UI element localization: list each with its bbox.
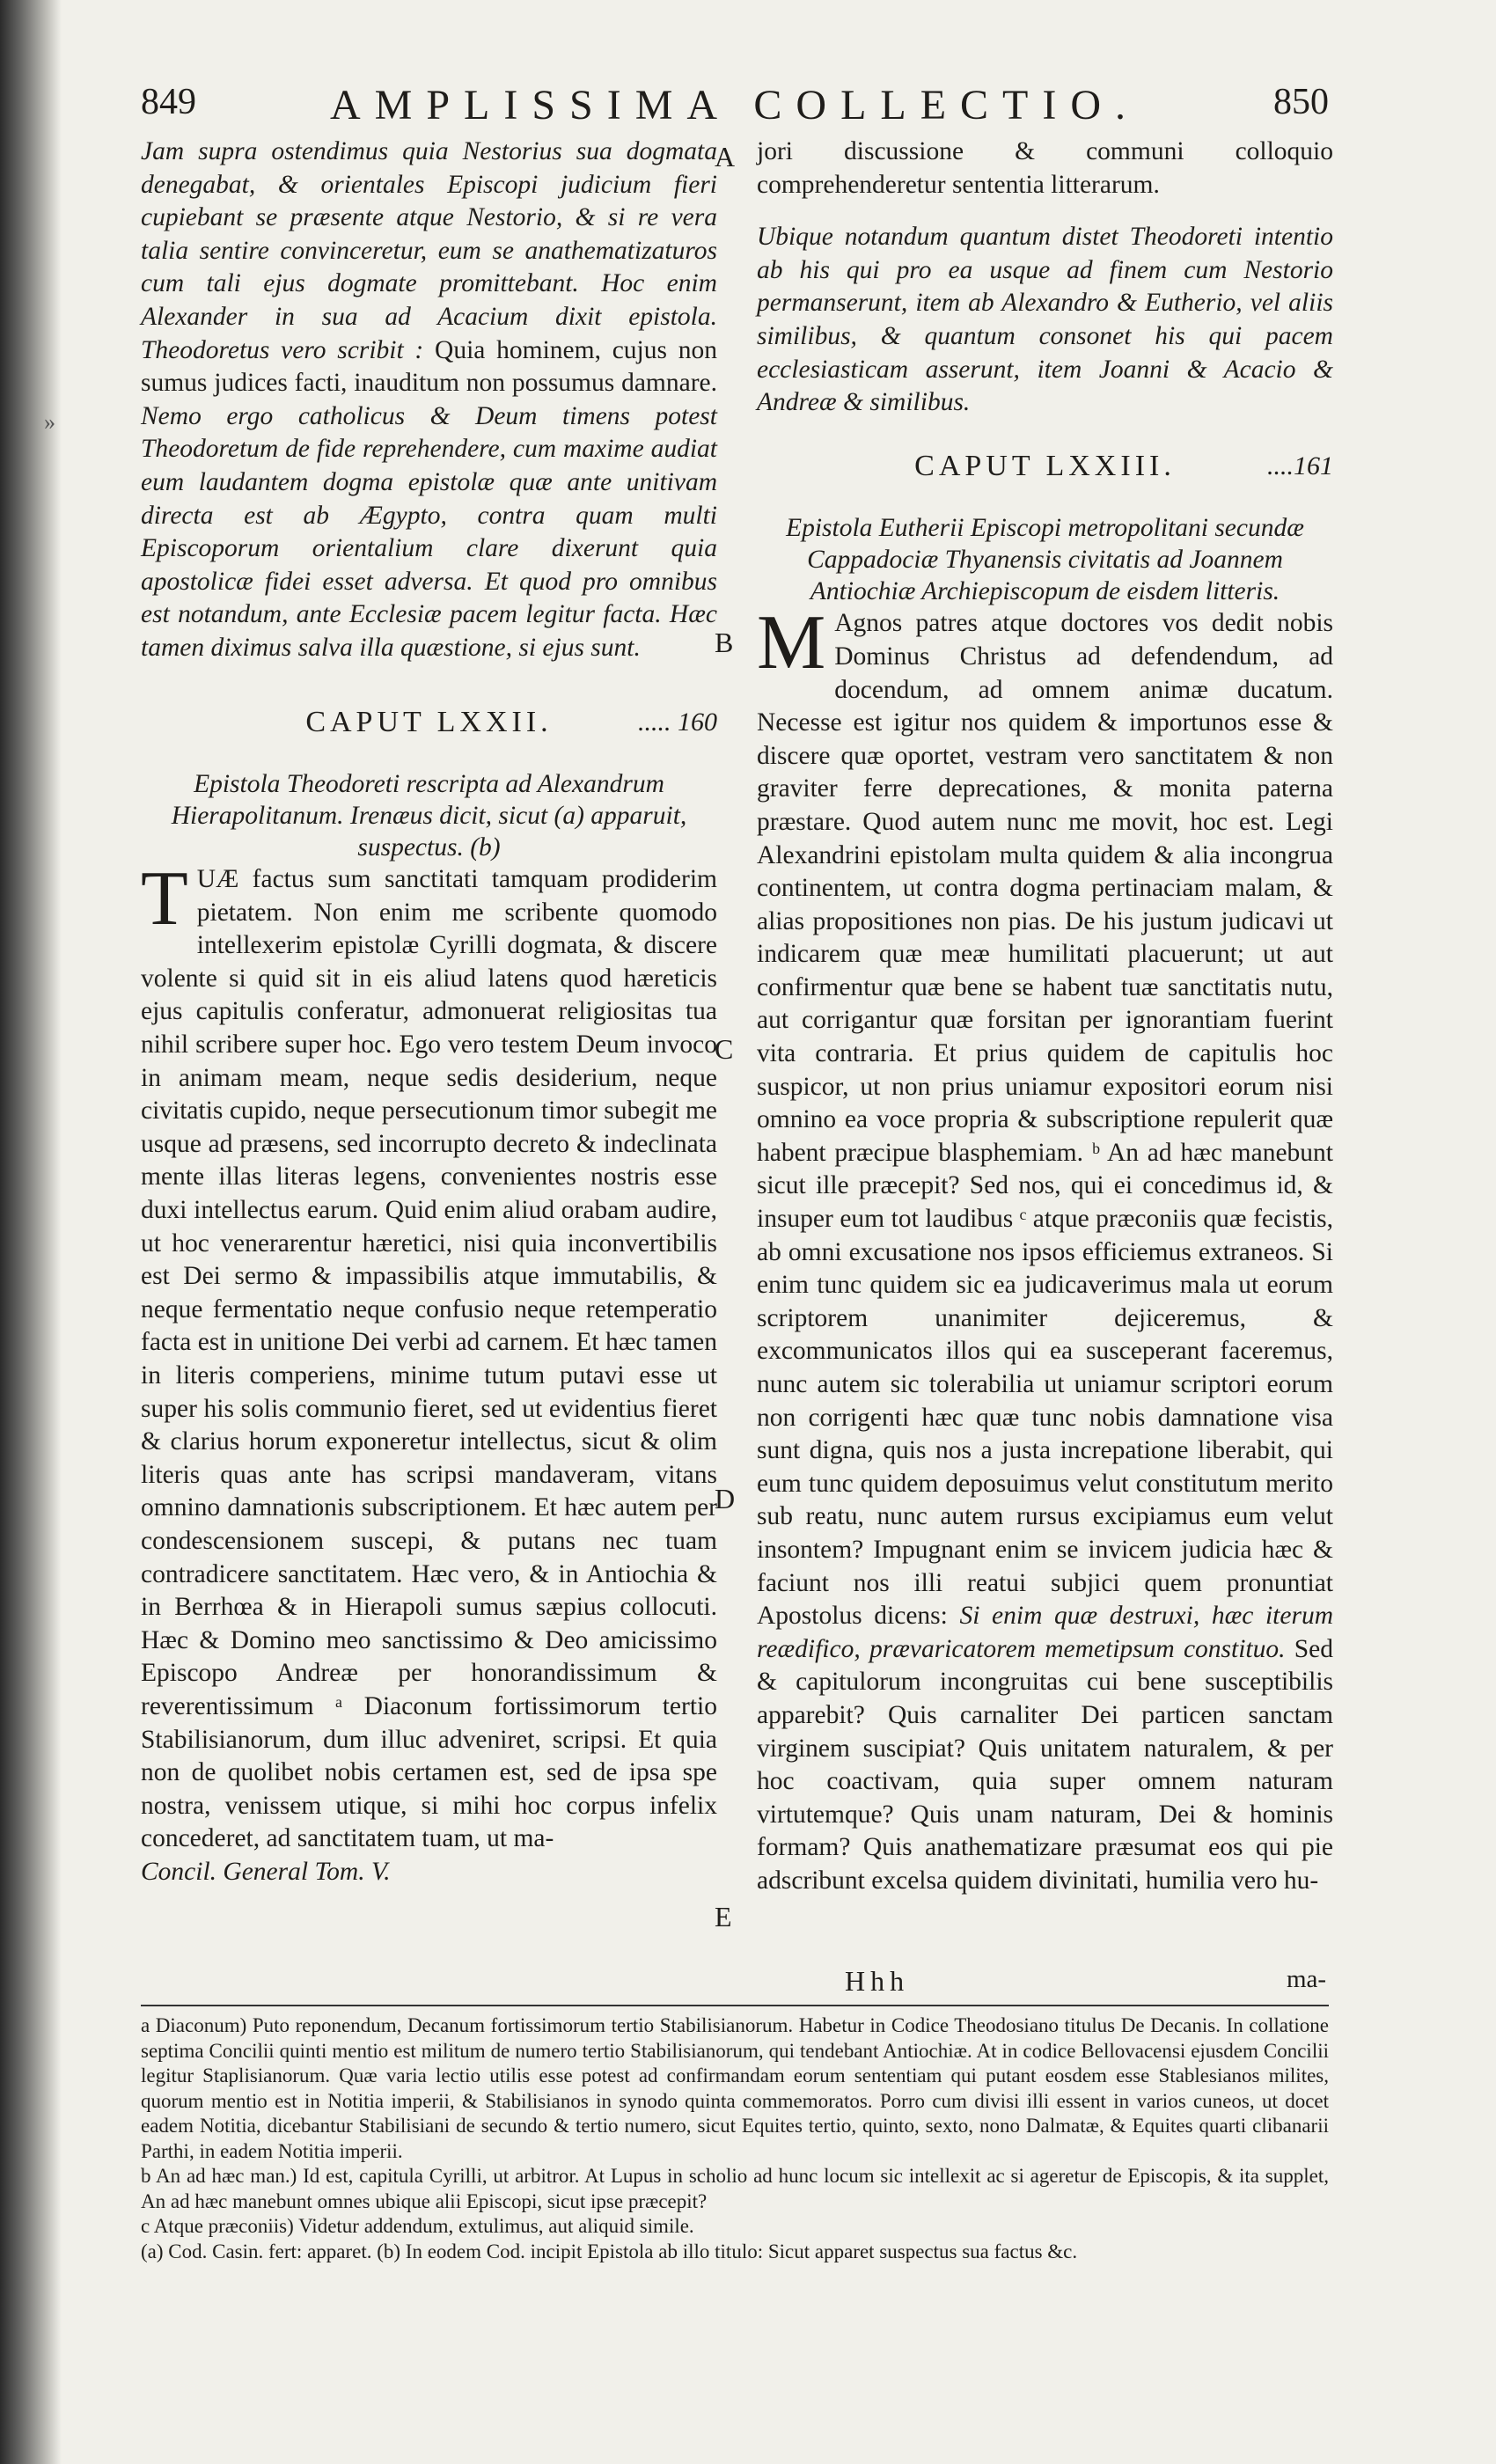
continued-text: jori discussione & communi colloquio comprehenderetur sententia litterarum. xyxy=(757,137,1333,199)
margin-letter-b: B xyxy=(715,627,734,658)
epistle-body: UÆ factus sum sanctitati tamquam prodiderim pietatem. Non enim me scribente quomodo intellexerim epistolæ Cyrilli dogmata, & discere volente si quid sit in eis aliud latens quod hæreticis ejus capitulis conferatur, admonuerat religiositas tua nihil scribere super hoc. Ego vero testem Deum invoco in animam meam, neque sedis desiderium, neque civitatis cupido, neque persecutionum timor subegit me usque ad præsens, sed incorrupto decreto & indeclinata mente illas literas legens, convenientes nostris esse duxi intellectus earum. Quid enim aliud orabam audire, ut hoc venerarentur hæretici, nisi quia inconvertibilis est Dei sermo & impassibilis atque immutabilis, & neque fermentatio neque confusio neque retemperatio facta est in unitione Dei verbi ad carnem. Et hæc tamen in literis comperiens, minime tutum putavi esse ut super his solis communio fieret, sed ut evidentius fieret & clarius horum exponeretur intellectus, sicut & olim literis quas ante has scripsi mandaveram, vitans omnino damnationis subscriptionem. Et hæc autem per condescensionem suscepi, & putans nec tuam contradicere sanctitatem. Hæc vero, & in Antiochia & in Berrhœa & in Hierapoli sumus sæpius collocuti. Hæc & Domino meo sanctissimo & Deo amicissimo Episcopo Andreæ per honorandissimum & reverentissimum ᵃ Diaconum fortissimorum tertio Stabilisianorum, dum illuc adveniret, scripsi. Et quia non de quolibet nobis certamen est, sed de ipsa spe nostra, venissem utique, si mihi hoc corpus infelix concederet, ad sanctitatem tuam, ut ma- xyxy=(141,865,717,1853)
intro-italic: Jam supra ostendimus quia Nestorius sua dogmata denegabat, & orientales Episcopi judicium fieri cupiebant se præsente atque Nestorio, & si re vera talia sentire convinceretur, eum se anathematizaturos cum tali ejus dogmate promittebant. Hoc enim Alexander in sua ad Acacium dixit epistola. Theodoretus vero scribit : xyxy=(141,137,717,364)
caput-number: ....161 xyxy=(1267,451,1333,480)
gutter-mark: » xyxy=(44,409,55,435)
caput-heading-73 xyxy=(757,450,1333,483)
margin-letter-c: C xyxy=(715,1033,734,1065)
epistle-body-2: Sed & capitulorum incongruitas cui bene susceptibilis apparebit? Quis carnaliter Dei particen sanctam virginem suscipiat? Quis unitatem naturalem, & per hoc coactivam, quia super omnem naturam virtutemque? Quis unam naturam, Dei & hominis formam? Quis anathematizare præsumat eos qui pie adscribunt excelsa quidem divinitati, humilia vero hu- xyxy=(757,1634,1334,1895)
volume-signature: Concil. General Tom. V. xyxy=(141,1857,391,1886)
caput-title: CAPUT LXXII. xyxy=(305,705,553,738)
catchword: ma- xyxy=(1287,1965,1327,1993)
epistle-body: Agnos patres atque doctores vos dedit nobis Dominus Christus ad defendendum, ad docendum, ad omnem animæ ducatum. Necesse est igitur nos quidem & importunos esse & discere quæ oportet, vestram vero sanctitatem & non graviter ferre deprecationes, & monita paterna præstare. Quod autem nunc me movit, hoc est. Legi Alexandrini epistolam multa quidem & alia incongrua continentem, ut contra dogma pertinaciam malam, & alias propositiones non pias. De his justum judicavi ut indicarem quæ meæ humilitati placuerunt; ut aut confirmentur quæ bene se habent tuæ sanctitatis nutu, aut corrigantur quæ forsitan per ignorantiam fuerint vita contraria. Et prius quidem de capitulis hoc suspicor, ut non prius uniamur expositori eorum nisi omnino ea voce propria & subscriptione repulerit quæ habent præcipue blasphemiam. ᵇ An ad hæc manebunt sicut ille præcepit? Sed nos, qui ei concedimus id, & insuper eum tot laudibus ᶜ atque præconiis quæ fecistis, ab omni excusatione nos ipsos efficiemus extraneos. Si enim tunc quidem sic ea judicaverimus mala ut eorum scriptorem unanimiter dejiceremus, & excommunicatos illos qui ea susceperant faceremus, nunc autem sic tolerabilia ut uniamur scriptori eorum non corrigenti hæc quæ tunc nobis damnatione visa sunt digna, quis nos a justa increpatione liberabit, qui eum tunc quidem deposuimus velut constitutum merito sub reatu, nunc autem rursus excipiamus eum velut insontem? Impugnant enim se invicem judicia hæc & faciunt nos illi reatui subjici quem pronuntiat Apostolus dicens: xyxy=(757,609,1333,1631)
apostle-quote: Si enim quæ destruxi, hæc iterum reædifico, prævaricatorem memetipsum constituo. xyxy=(757,1602,1334,1663)
caput-heading-72 xyxy=(141,706,717,739)
editorial-note: Ubique notandum quantum distet Theodoreti intentio ab his qui pro ea usque ad finem cum Nestorio permanserunt, item ab Alexandro & Eutherio, vel aliis similibus, & quantum consonet his qui pacem ecclesiasticam asserunt, item Joanni & Acacio & Andreæ & similibus. xyxy=(757,223,1333,417)
footnote-c: c Atque præconiis) Videtur addendum, extulimus, aut aliquid simile. xyxy=(141,2215,694,2237)
footnotes xyxy=(141,2013,1329,2264)
caput-title: CAPUT LXXIII. xyxy=(914,449,1176,482)
right-column xyxy=(757,136,1333,1898)
page-header xyxy=(141,81,1329,143)
footnote-b: b An ad hæc man.) Id est, capitula Cyrilli, ut arbitror. At Lupus in scholio ad hunc locum sic intellexit ac si ageretur de Episcopis, & ita supplet, An ad hæc manebunt omnes ubique alii Episcopi, sicut ipse præcepit? xyxy=(141,2165,1329,2212)
footnote-a: a Diaconum) Puto reponendum, Decanum fortissimorum tertio Stabilisianorum. Habetur in Codice Theodosiano titulus De Decanis. In collatione septima Concilii quinti mentio est militum de numero tertio Stabilisianorum, qui tendebant Antiochiæ. At in codice Bellovacensi ejusdem Concilii legitur Staplisianorum. Quæ varia lectio utilis esse potest ad confirmandam eorum sententiam qui putant eosdem esse Stablesianos milites, quorum mentio est in Notitia imperii, & Stabilisianos in synodo quinta commemoratos. Porro cum divisi illi essent in varios cuneos, ut docet eadem Notitia, dicebantur Stabilisiani de secundo & tertio numero, sicut Equites tertio, quinto, sexto, nono Dalmatæ, & Equites quarti clibanarii Parthi, in eadem Notitia imperii. xyxy=(141,2014,1329,2162)
intro-italic-2: Nemo ergo catholicus & Deum timens potest Theodoretum de fide reprehendere, cum maxime audiat eum laudantem dogma epistolæ quæ ante unitivam directa est ab Ægypto, contra quam multi Episcoporum orientalium clare dixerunt quia apostolicæ fidei esset adversa. Et quod pro omnibus est notandum, ante Ecclesiæ pacem legitur facta. Hæc tamen diximus salva illa quæstione, si ejus sunt. xyxy=(141,401,717,662)
signature-mark: Hhh xyxy=(845,1965,910,1997)
page-number-left: 849 xyxy=(141,82,196,122)
epistle-subtitle: Epistola Eutherii Episcopi metropolitani secundæ Cappadociæ Thyanensis civitatis ad Joannem Antiochiæ Archiepiscopum de eisdem litteris. xyxy=(786,514,1304,606)
drop-cap: T xyxy=(141,856,188,942)
binding-gutter xyxy=(0,0,62,2464)
footnote-codex: (a) Cod. Casin. fert: apparet. (b) In eodem Cod. incipit Epistola ab illo titulo: Sicut apparet suspectus sua factus &c. xyxy=(141,2240,1078,2262)
page-number-right: 850 xyxy=(1273,82,1329,122)
drop-cap: M xyxy=(757,600,826,686)
left-column xyxy=(141,136,717,1889)
caput-number: ..... 160 xyxy=(638,707,717,737)
running-title: AMPLISSIMA COLLECTIO. xyxy=(329,82,1140,128)
margin-letter-d: D xyxy=(715,1483,736,1514)
margin-letter-e: E xyxy=(715,1901,732,1932)
margin-letter-a: A xyxy=(715,141,736,172)
intro-quote: Quia hominem, cujus non sumus judices facti, inauditum non possumus damnare. xyxy=(141,335,718,398)
epistle-subtitle: Epistola Theodoreti rescripta ad Alexandrum Hierapolitanum. Irenæus dicit, sicut (a) apparuit, suspectus. (b) xyxy=(171,770,687,862)
footnote-rule xyxy=(141,2005,1329,2006)
